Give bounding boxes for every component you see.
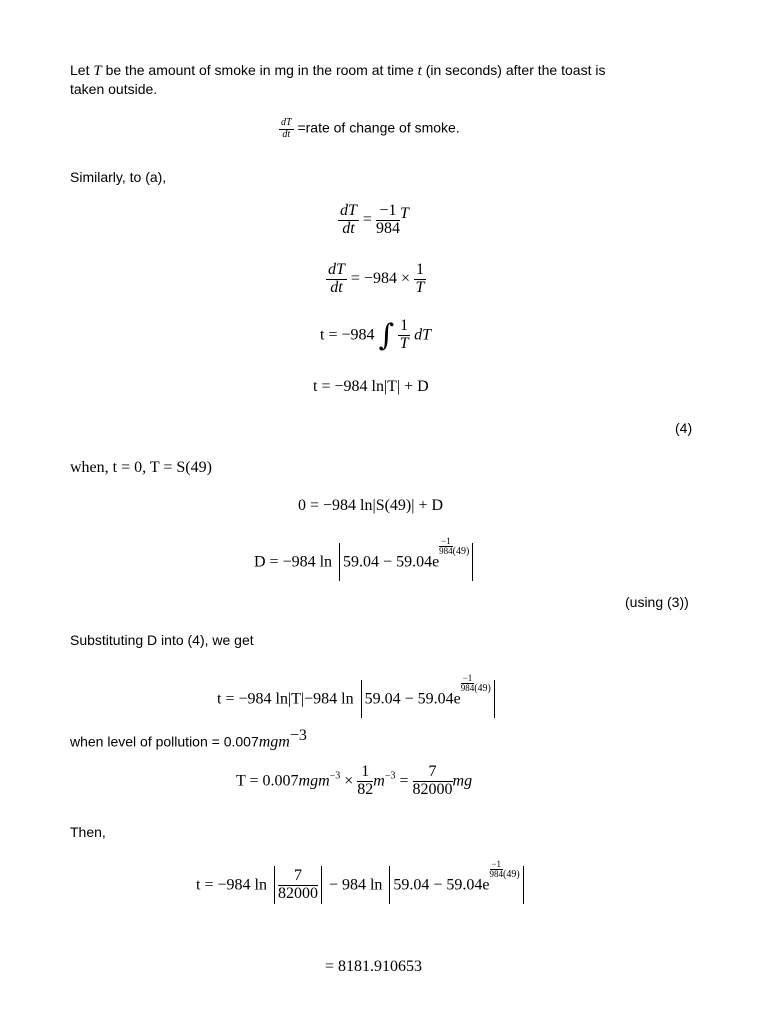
abs-bar-left	[274, 866, 275, 904]
intro-text-post: (in seconds) after the toast is	[421, 62, 606, 78]
eq6-exp-tail: (49)	[452, 546, 470, 557]
intro-line-2: taken outside.	[70, 81, 158, 97]
eq1-rhs-num: −1	[376, 203, 400, 221]
label-using-3: (using (3))	[625, 594, 689, 610]
equation-4: t = −984 ln|T| + D	[313, 378, 429, 395]
pollution-unit: mgm	[258, 733, 290, 751]
pollution-sup: −3	[289, 727, 307, 744]
eq7-exp-den: 984	[460, 683, 475, 693]
eq8-frac2	[413, 764, 453, 799]
eq7-exp-tail: (49)	[474, 683, 491, 694]
rate-fraction	[279, 118, 294, 140]
eq8-sup2: −3	[384, 770, 396, 782]
intro-text-mid: be the amount of smoke in mg in the room at time	[101, 62, 418, 78]
substituting-text: Substituting D into (4), we get	[70, 632, 254, 648]
eq9-exp-tail: (49)	[503, 869, 520, 880]
eq9-mid: − 984 ln	[328, 876, 383, 894]
eq8-equals: =	[399, 772, 409, 790]
intro-var-T: T	[93, 63, 102, 79]
rate-frac-num: dT	[281, 117, 292, 128]
eq2-lhs-num: dT	[328, 261, 345, 278]
eq3-frac-num: 1	[400, 317, 409, 335]
eq2-rhs: = −984 ×	[350, 269, 410, 287]
eq8-lhs: T = 0.007	[236, 772, 299, 790]
abs-bar-right	[321, 866, 322, 904]
eq2-rhs-den: T	[415, 278, 425, 296]
intro-line-1	[70, 62, 605, 80]
equation-7	[217, 674, 498, 718]
eq8-f1-den: 82	[357, 780, 374, 798]
equation-9	[196, 860, 527, 904]
eq8-unit3: mg	[452, 772, 473, 790]
eq1-rhs-frac	[376, 203, 400, 238]
eq9-f-num: 7	[278, 868, 318, 886]
equation-3	[320, 318, 431, 353]
eq2-rhs-num: 1	[415, 261, 424, 278]
label-4: (4)	[675, 420, 693, 436]
eq7-exp-frac	[461, 674, 475, 693]
eq1-rhs-den: 984	[375, 219, 400, 237]
integral-sign: ∫	[378, 318, 395, 353]
eq1-lhs-frac	[338, 203, 359, 238]
similarly-text: Similarly, to (a),	[70, 169, 167, 185]
eq9-lhs: t = −984 ln	[196, 876, 267, 894]
when-condition	[70, 459, 212, 477]
eq1-lhs-den: dt	[342, 219, 355, 237]
eq7-lhs: t = −984 ln|T|−984 ln	[217, 690, 354, 708]
eq6-exp-den: 984	[439, 546, 453, 556]
eq1-lhs-num: dT	[340, 202, 357, 219]
equation-2	[326, 262, 426, 297]
equation-5: 0 = −984 ln|S(49)| + D	[298, 497, 444, 514]
intro-var-t: t	[417, 63, 422, 79]
eq3-tail: dT	[414, 326, 432, 344]
eq9-exp-num: −1	[491, 859, 502, 869]
eq8-f2-den: 82000	[412, 780, 453, 798]
eq8-unit2: m	[373, 772, 385, 790]
eq2-rhs-frac	[414, 262, 426, 297]
eq8-sup1: −3	[329, 770, 341, 782]
eq8-f1-num: 1	[357, 764, 373, 782]
eq6-lhs: D = −984 ln	[254, 553, 333, 571]
equation-1	[338, 203, 409, 238]
eq1-equals: =	[362, 210, 372, 228]
eq6-inner: 59.04 − 59.04e	[343, 553, 440, 571]
eq8-times: ×	[344, 772, 354, 790]
eq9-inner: 59.04 − 59.04e	[393, 876, 490, 894]
eq9-exp-den: 984	[489, 869, 504, 879]
eq8-unit1: mgm	[298, 772, 330, 790]
abs-bar-left	[339, 543, 340, 581]
abs-bar-right	[523, 866, 524, 904]
eq6-exp-frac	[439, 537, 453, 556]
eq8-f2-num: 7	[413, 764, 453, 782]
eq6-exp-num: −1	[441, 536, 451, 546]
abs-bar-right	[494, 680, 495, 718]
rate-definition	[279, 118, 460, 140]
eq3-lhs: t = −984	[320, 326, 375, 344]
pollution-condition	[70, 727, 307, 751]
eq9-f-den: 82000	[277, 884, 318, 902]
equation-6	[254, 537, 476, 581]
eq3-frac	[398, 318, 410, 353]
eq7-inner: 59.04 − 59.04e	[364, 690, 461, 708]
abs-bar-left	[389, 866, 390, 904]
eq2-lhs-frac	[326, 262, 347, 297]
equation-8	[236, 764, 472, 799]
then-text: Then,	[70, 824, 106, 840]
rate-frac-den: dt	[282, 128, 291, 140]
eq3-frac-den: T	[399, 335, 409, 352]
final-result: = 8181.910653	[325, 958, 423, 975]
rate-text: =rate of change of smoke.	[297, 119, 460, 136]
eq9-frac	[278, 868, 318, 903]
intro-text-pre: Let	[70, 62, 94, 78]
pollution-text: when level of pollution = 0.007	[70, 733, 259, 750]
abs-bar-right	[472, 543, 473, 581]
eq9-exp-frac	[490, 860, 504, 879]
eq2-lhs-den: dt	[330, 278, 343, 296]
abs-bar-left	[361, 680, 362, 718]
eq1-var: T	[399, 204, 409, 222]
eq8-frac1	[357, 764, 373, 799]
eq7-exp-num: −1	[462, 673, 473, 683]
when-condition-text: when, t = 0, T = S(49)	[70, 459, 212, 476]
